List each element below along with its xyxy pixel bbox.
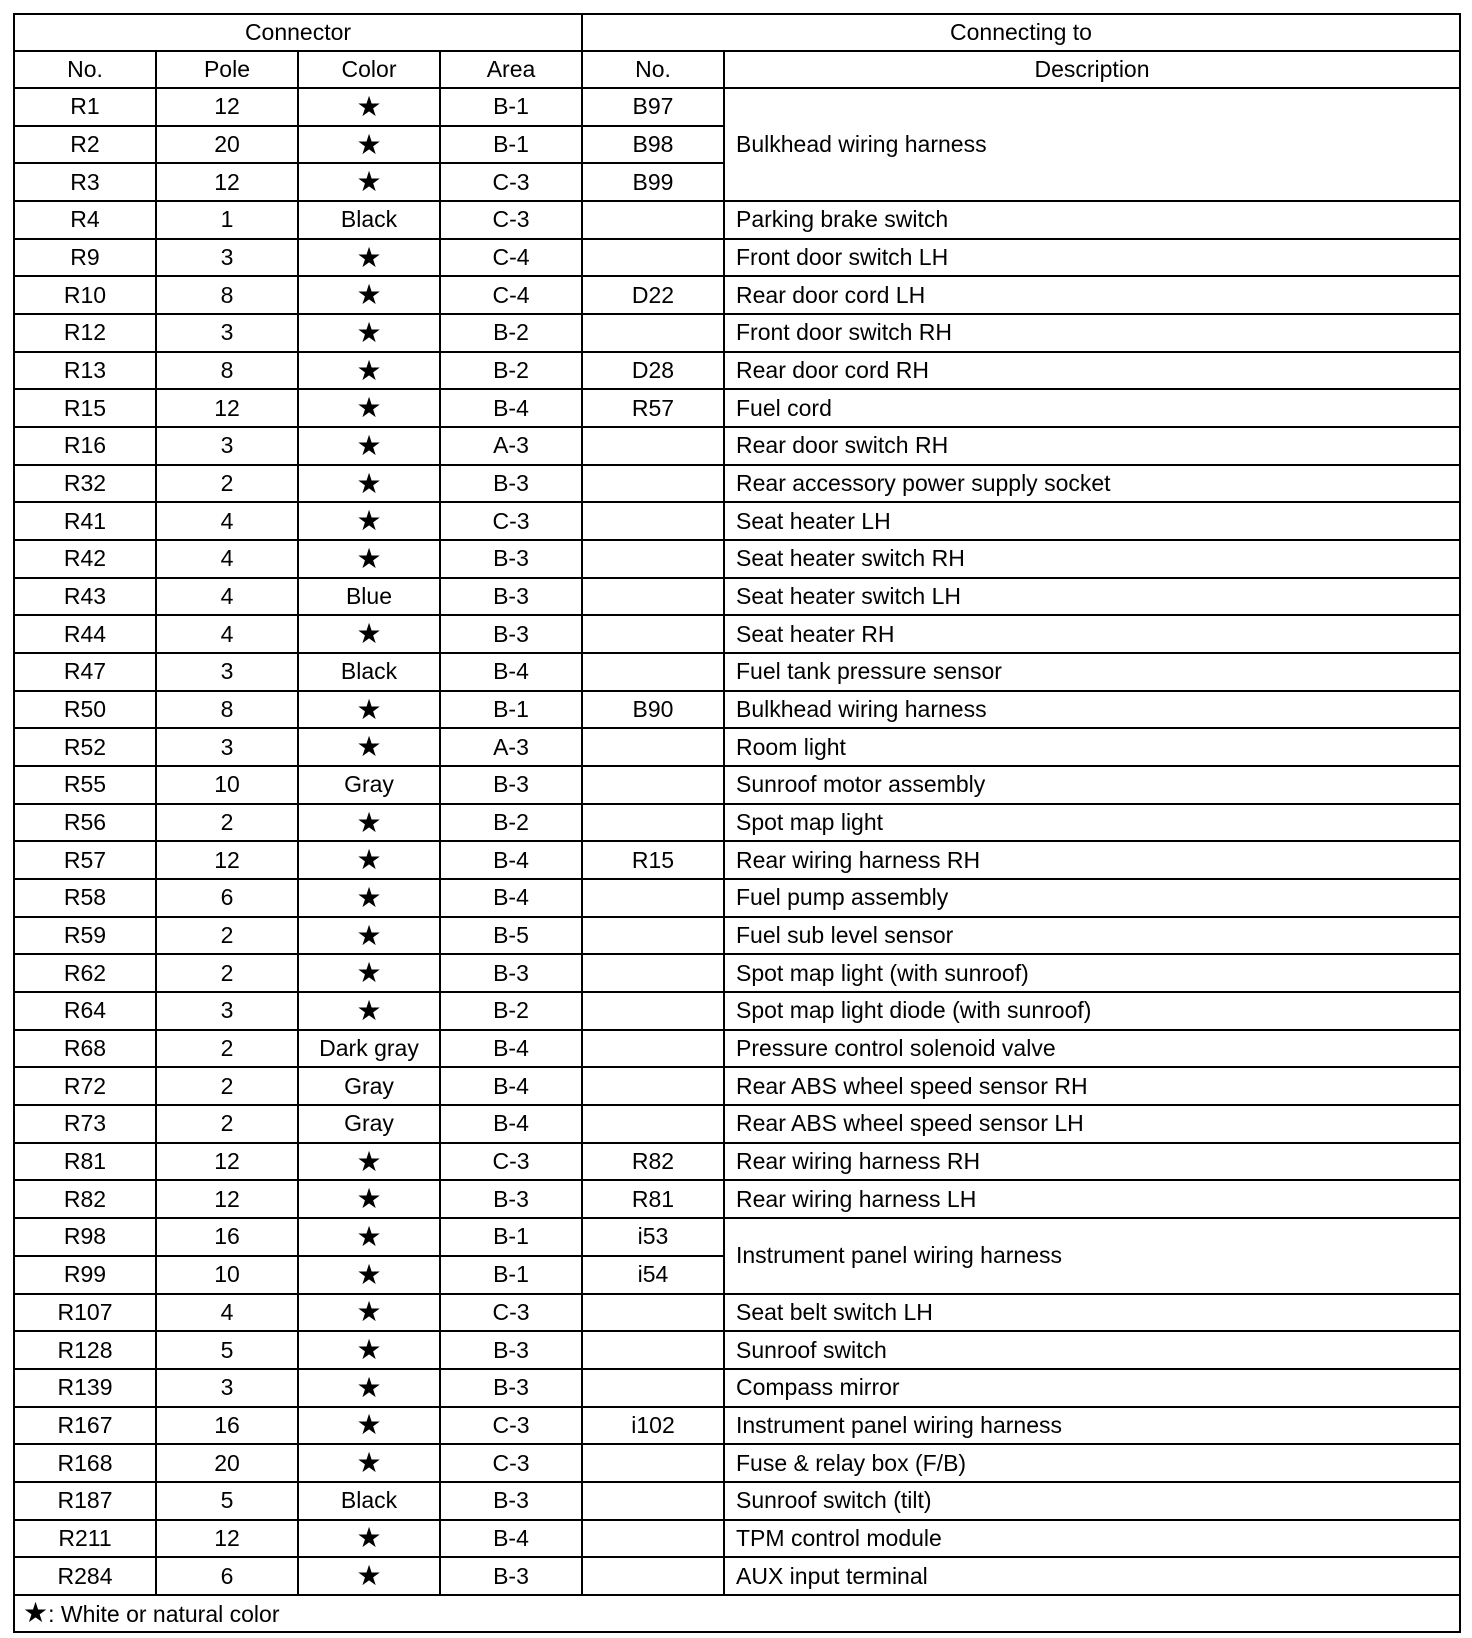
cell-pole: 3 <box>156 427 298 465</box>
cell-color: ★ <box>298 88 440 126</box>
cell-no: R187 <box>14 1482 156 1520</box>
table-row <box>14 804 1460 842</box>
cell-description: Rear wiring harness RH <box>724 841 1460 879</box>
cell-color: ★ <box>298 314 440 352</box>
column-header-row <box>14 51 1460 88</box>
cell-to-no: i102 <box>582 1407 724 1445</box>
cell-color: ★ <box>298 804 440 842</box>
cell-to-no: R15 <box>582 841 724 879</box>
cell-area: B-3 <box>440 1482 582 1520</box>
table-row <box>14 540 1460 578</box>
cell-area: B-3 <box>440 540 582 578</box>
table-row <box>14 502 1460 540</box>
cell-description: Room light <box>724 728 1460 766</box>
cell-pole: 2 <box>156 954 298 992</box>
cell-description: Rear wiring harness LH <box>724 1180 1460 1218</box>
table-row <box>14 691 1460 729</box>
cell-area: B-2 <box>440 352 582 390</box>
cell-no: R139 <box>14 1369 156 1407</box>
cell-no: R16 <box>14 427 156 465</box>
table-row <box>14 314 1460 352</box>
cell-color: Gray <box>298 766 440 804</box>
cell-no: R168 <box>14 1444 156 1482</box>
cell-to-no <box>582 1444 724 1482</box>
cell-pole: 12 <box>156 163 298 201</box>
cell-description: Spot map light diode (with sunroof) <box>724 992 1460 1030</box>
cell-no: R10 <box>14 276 156 314</box>
cell-description: Fuel pump assembly <box>724 879 1460 917</box>
cell-area: B-1 <box>440 126 582 164</box>
col-header-no: No. <box>14 51 156 88</box>
cell-pole: 2 <box>156 1067 298 1105</box>
cell-no: R2 <box>14 126 156 164</box>
cell-to-no <box>582 728 724 766</box>
cell-color: ★ <box>298 1143 440 1181</box>
cell-to-no: B97 <box>582 88 724 126</box>
cell-area: B-4 <box>440 389 582 427</box>
cell-color: ★ <box>298 352 440 390</box>
table-row <box>14 389 1460 427</box>
cell-area: B-4 <box>440 841 582 879</box>
cell-no: R99 <box>14 1256 156 1294</box>
table-row <box>14 1407 1460 1445</box>
cell-description: Compass mirror <box>724 1369 1460 1407</box>
cell-area: B-3 <box>440 1331 582 1369</box>
cell-to-no <box>582 1067 724 1105</box>
cell-description: Sunroof switch (tilt) <box>724 1482 1460 1520</box>
cell-color: ★ <box>298 502 440 540</box>
cell-area: C-3 <box>440 1444 582 1482</box>
cell-description: Rear door cord RH <box>724 352 1460 390</box>
cell-no: R107 <box>14 1294 156 1332</box>
cell-no: R82 <box>14 1180 156 1218</box>
cell-pole: 8 <box>156 352 298 390</box>
cell-pole: 5 <box>156 1482 298 1520</box>
cell-description: Instrument panel wiring harness <box>724 1407 1460 1445</box>
table-row <box>14 239 1460 277</box>
cell-pole: 1 <box>156 201 298 239</box>
cell-pole: 8 <box>156 691 298 729</box>
cell-description: Bulkhead wiring harness <box>724 691 1460 729</box>
cell-no: R81 <box>14 1143 156 1181</box>
cell-no: R72 <box>14 1067 156 1105</box>
cell-no: R98 <box>14 1218 156 1256</box>
table-row <box>14 1180 1460 1218</box>
cell-no: R58 <box>14 879 156 917</box>
cell-no: R44 <box>14 615 156 653</box>
cell-description: AUX input terminal <box>724 1557 1460 1595</box>
cell-to-no: B99 <box>582 163 724 201</box>
cell-color: ★ <box>298 389 440 427</box>
cell-area: C-4 <box>440 276 582 314</box>
table-row <box>14 578 1460 616</box>
cell-pole: 12 <box>156 389 298 427</box>
cell-no: R41 <box>14 502 156 540</box>
table-row <box>14 1218 1460 1256</box>
connecting-to-group-header: Connecting to <box>582 14 1460 51</box>
cell-description: Front door switch RH <box>724 314 1460 352</box>
cell-description: Seat heater RH <box>724 615 1460 653</box>
cell-color: ★ <box>298 276 440 314</box>
cell-pole: 12 <box>156 1520 298 1558</box>
cell-no: R56 <box>14 804 156 842</box>
cell-no: R68 <box>14 1030 156 1068</box>
cell-no: R15 <box>14 389 156 427</box>
group-header-row <box>14 14 1460 51</box>
cell-description: Seat belt switch LH <box>724 1294 1460 1332</box>
cell-color: ★ <box>298 615 440 653</box>
cell-area: B-1 <box>440 1256 582 1294</box>
col-header-description: Description <box>724 51 1460 88</box>
cell-to-no <box>582 1482 724 1520</box>
cell-pole: 6 <box>156 1557 298 1595</box>
cell-no: R3 <box>14 163 156 201</box>
cell-to-no: i53 <box>582 1218 724 1256</box>
cell-area: C-3 <box>440 502 582 540</box>
cell-area: C-4 <box>440 239 582 277</box>
cell-color: ★ <box>298 427 440 465</box>
cell-description: Fuse & relay box (F/B) <box>724 1444 1460 1482</box>
cell-to-no <box>582 502 724 540</box>
cell-to-no: i54 <box>582 1256 724 1294</box>
cell-pole: 2 <box>156 1105 298 1143</box>
cell-area: B-4 <box>440 1067 582 1105</box>
cell-no: R4 <box>14 201 156 239</box>
cell-pole: 8 <box>156 276 298 314</box>
table-row <box>14 879 1460 917</box>
cell-area: B-2 <box>440 992 582 1030</box>
cell-area: B-4 <box>440 879 582 917</box>
table-row <box>14 992 1460 1030</box>
table-row <box>14 653 1460 691</box>
cell-area: B-3 <box>440 954 582 992</box>
cell-description: Seat heater LH <box>724 502 1460 540</box>
connector-group-header: Connector <box>14 14 582 51</box>
cell-area: B-1 <box>440 88 582 126</box>
cell-pole: 3 <box>156 653 298 691</box>
table-row <box>14 1331 1460 1369</box>
cell-color: ★ <box>298 1331 440 1369</box>
table-row <box>14 1520 1460 1558</box>
table-row <box>14 1105 1460 1143</box>
table-row <box>14 1369 1460 1407</box>
cell-no: R64 <box>14 992 156 1030</box>
cell-area: C-3 <box>440 201 582 239</box>
cell-no: R52 <box>14 728 156 766</box>
cell-pole: 2 <box>156 804 298 842</box>
cell-pole: 12 <box>156 841 298 879</box>
cell-to-no <box>582 1331 724 1369</box>
cell-to-no <box>582 1105 724 1143</box>
cell-description: Seat heater switch RH <box>724 540 1460 578</box>
cell-no: R128 <box>14 1331 156 1369</box>
cell-color: ★ <box>298 540 440 578</box>
cell-to-no <box>582 766 724 804</box>
table-row <box>14 954 1460 992</box>
cell-description: Fuel cord <box>724 389 1460 427</box>
col-header-pole: Pole <box>156 51 298 88</box>
cell-to-no: D28 <box>582 352 724 390</box>
cell-color: ★ <box>298 992 440 1030</box>
table-row <box>14 841 1460 879</box>
cell-no: R13 <box>14 352 156 390</box>
cell-to-no <box>582 1369 724 1407</box>
cell-color: ★ <box>298 1369 440 1407</box>
cell-no: R57 <box>14 841 156 879</box>
cell-description: Spot map light (with sunroof) <box>724 954 1460 992</box>
cell-pole: 4 <box>156 540 298 578</box>
table-row <box>14 917 1460 955</box>
cell-to-no <box>582 540 724 578</box>
cell-area: C-3 <box>440 1143 582 1181</box>
cell-no: R1 <box>14 88 156 126</box>
cell-no: R62 <box>14 954 156 992</box>
cell-no: R32 <box>14 465 156 503</box>
cell-description: TPM control module <box>724 1520 1460 1558</box>
table-row <box>14 1482 1460 1520</box>
cell-color: ★ <box>298 1407 440 1445</box>
cell-to-no: R57 <box>582 389 724 427</box>
cell-no: R42 <box>14 540 156 578</box>
cell-description: Front door switch LH <box>724 239 1460 277</box>
cell-pole: 3 <box>156 992 298 1030</box>
cell-to-no <box>582 427 724 465</box>
cell-color: ★ <box>298 1256 440 1294</box>
table-row <box>14 465 1460 503</box>
cell-to-no <box>582 804 724 842</box>
col-header-area: Area <box>440 51 582 88</box>
cell-color: ★ <box>298 163 440 201</box>
cell-color: ★ <box>298 691 440 729</box>
cell-no: R9 <box>14 239 156 277</box>
cell-description: Parking brake switch <box>724 201 1460 239</box>
cell-no: R12 <box>14 314 156 352</box>
col-header-to-no: No. <box>582 51 724 88</box>
table-row <box>14 352 1460 390</box>
cell-pole: 10 <box>156 766 298 804</box>
cell-area: B-3 <box>440 1557 582 1595</box>
cell-color: ★ <box>298 879 440 917</box>
col-header-color: Color <box>298 51 440 88</box>
cell-area: B-4 <box>440 1520 582 1558</box>
cell-to-no <box>582 201 724 239</box>
table-row <box>14 1557 1460 1595</box>
cell-color: ★ <box>298 239 440 277</box>
cell-color: ★ <box>298 728 440 766</box>
cell-area: B-3 <box>440 465 582 503</box>
cell-description: Rear ABS wheel speed sensor LH <box>724 1105 1460 1143</box>
cell-area: B-3 <box>440 1180 582 1218</box>
footnote-row <box>14 1595 1460 1632</box>
cell-area: B-3 <box>440 766 582 804</box>
cell-no: R55 <box>14 766 156 804</box>
cell-description: Rear wiring harness RH <box>724 1143 1460 1181</box>
cell-pole: 3 <box>156 728 298 766</box>
cell-pole: 4 <box>156 615 298 653</box>
cell-area: B-3 <box>440 578 582 616</box>
table-row <box>14 88 1460 126</box>
cell-description: Sunroof switch <box>724 1331 1460 1369</box>
cell-color: Gray <box>298 1105 440 1143</box>
cell-area: B-3 <box>440 1369 582 1407</box>
cell-pole: 20 <box>156 126 298 164</box>
cell-no: R167 <box>14 1407 156 1445</box>
cell-pole: 2 <box>156 465 298 503</box>
cell-color: ★ <box>298 917 440 955</box>
cell-area: B-4 <box>440 653 582 691</box>
cell-color: ★ <box>298 1180 440 1218</box>
cell-no: R59 <box>14 917 156 955</box>
table-row <box>14 615 1460 653</box>
cell-color: ★ <box>298 1294 440 1332</box>
cell-pole: 5 <box>156 1331 298 1369</box>
cell-no: R43 <box>14 578 156 616</box>
cell-color: ★ <box>298 126 440 164</box>
cell-pole: 3 <box>156 239 298 277</box>
cell-description: Rear door cord LH <box>724 276 1460 314</box>
cell-description: Seat heater switch LH <box>724 578 1460 616</box>
cell-pole: 4 <box>156 502 298 540</box>
cell-area: B-4 <box>440 1030 582 1068</box>
cell-to-no <box>582 465 724 503</box>
cell-pole: 12 <box>156 88 298 126</box>
cell-color: Dark gray <box>298 1030 440 1068</box>
cell-no: R47 <box>14 653 156 691</box>
cell-to-no <box>582 1520 724 1558</box>
cell-to-no: D22 <box>582 276 724 314</box>
cell-color: Black <box>298 653 440 691</box>
cell-area: A-3 <box>440 728 582 766</box>
cell-pole: 10 <box>156 1256 298 1294</box>
cell-description: Fuel sub level sensor <box>724 917 1460 955</box>
cell-color: ★ <box>298 1218 440 1256</box>
table-body <box>14 88 1460 1595</box>
cell-description: Sunroof motor assembly <box>724 766 1460 804</box>
table-row <box>14 1294 1460 1332</box>
star-icon: ★ <box>23 1597 49 1628</box>
cell-color: ★ <box>298 1557 440 1595</box>
cell-description: Bulkhead wiring harness <box>724 88 1460 201</box>
cell-pole: 12 <box>156 1143 298 1181</box>
cell-to-no: B98 <box>582 126 724 164</box>
cell-description: Rear accessory power supply socket <box>724 465 1460 503</box>
table-row <box>14 1030 1460 1068</box>
cell-to-no <box>582 1294 724 1332</box>
cell-area: A-3 <box>440 427 582 465</box>
cell-pole: 3 <box>156 1369 298 1407</box>
cell-to-no <box>582 917 724 955</box>
footnote-text: : White or natural color <box>48 1601 280 1627</box>
cell-pole: 20 <box>156 1444 298 1482</box>
cell-area: C-3 <box>440 1407 582 1445</box>
footnote-cell <box>14 1595 1460 1632</box>
cell-area: B-1 <box>440 1218 582 1256</box>
cell-to-no: R81 <box>582 1180 724 1218</box>
cell-area: C-3 <box>440 1294 582 1332</box>
table-row <box>14 427 1460 465</box>
cell-no: R284 <box>14 1557 156 1595</box>
cell-color: Black <box>298 201 440 239</box>
table-row <box>14 201 1460 239</box>
cell-to-no <box>582 1557 724 1595</box>
cell-color: ★ <box>298 1444 440 1482</box>
cell-area: B-2 <box>440 804 582 842</box>
cell-to-no: R82 <box>582 1143 724 1181</box>
cell-pole: 6 <box>156 879 298 917</box>
cell-description: Rear ABS wheel speed sensor RH <box>724 1067 1460 1105</box>
cell-color: ★ <box>298 465 440 503</box>
cell-to-no <box>582 615 724 653</box>
table-row <box>14 1143 1460 1181</box>
cell-to-no <box>582 314 724 352</box>
cell-no: R50 <box>14 691 156 729</box>
cell-description: Pressure control solenoid valve <box>724 1030 1460 1068</box>
cell-area: B-5 <box>440 917 582 955</box>
table-row <box>14 766 1460 804</box>
cell-area: B-1 <box>440 691 582 729</box>
cell-to-no <box>582 239 724 277</box>
connector-table <box>13 13 1461 1633</box>
cell-color: Gray <box>298 1067 440 1105</box>
cell-area: B-4 <box>440 1105 582 1143</box>
cell-to-no <box>582 954 724 992</box>
cell-color: Black <box>298 1482 440 1520</box>
table-row <box>14 276 1460 314</box>
table-row <box>14 1444 1460 1482</box>
table-row <box>14 728 1460 766</box>
cell-area: B-3 <box>440 615 582 653</box>
cell-pole: 12 <box>156 1180 298 1218</box>
cell-color: Blue <box>298 578 440 616</box>
cell-to-no <box>582 992 724 1030</box>
cell-area: B-2 <box>440 314 582 352</box>
cell-pole: 4 <box>156 578 298 616</box>
cell-description: Rear door switch RH <box>724 427 1460 465</box>
cell-to-no <box>582 1030 724 1068</box>
cell-no: R73 <box>14 1105 156 1143</box>
table-row <box>14 1067 1460 1105</box>
cell-color: ★ <box>298 954 440 992</box>
cell-description: Instrument panel wiring harness <box>724 1218 1460 1293</box>
cell-to-no <box>582 578 724 616</box>
cell-to-no: B90 <box>582 691 724 729</box>
cell-pole: 3 <box>156 314 298 352</box>
cell-to-no <box>582 879 724 917</box>
cell-pole: 2 <box>156 917 298 955</box>
cell-pole: 2 <box>156 1030 298 1068</box>
cell-description: Spot map light <box>724 804 1460 842</box>
cell-pole: 4 <box>156 1294 298 1332</box>
cell-no: R211 <box>14 1520 156 1558</box>
cell-area: C-3 <box>440 163 582 201</box>
cell-description: Fuel tank pressure sensor <box>724 653 1460 691</box>
cell-pole: 16 <box>156 1218 298 1256</box>
cell-color: ★ <box>298 1520 440 1558</box>
cell-color: ★ <box>298 841 440 879</box>
cell-to-no <box>582 653 724 691</box>
cell-pole: 16 <box>156 1407 298 1445</box>
